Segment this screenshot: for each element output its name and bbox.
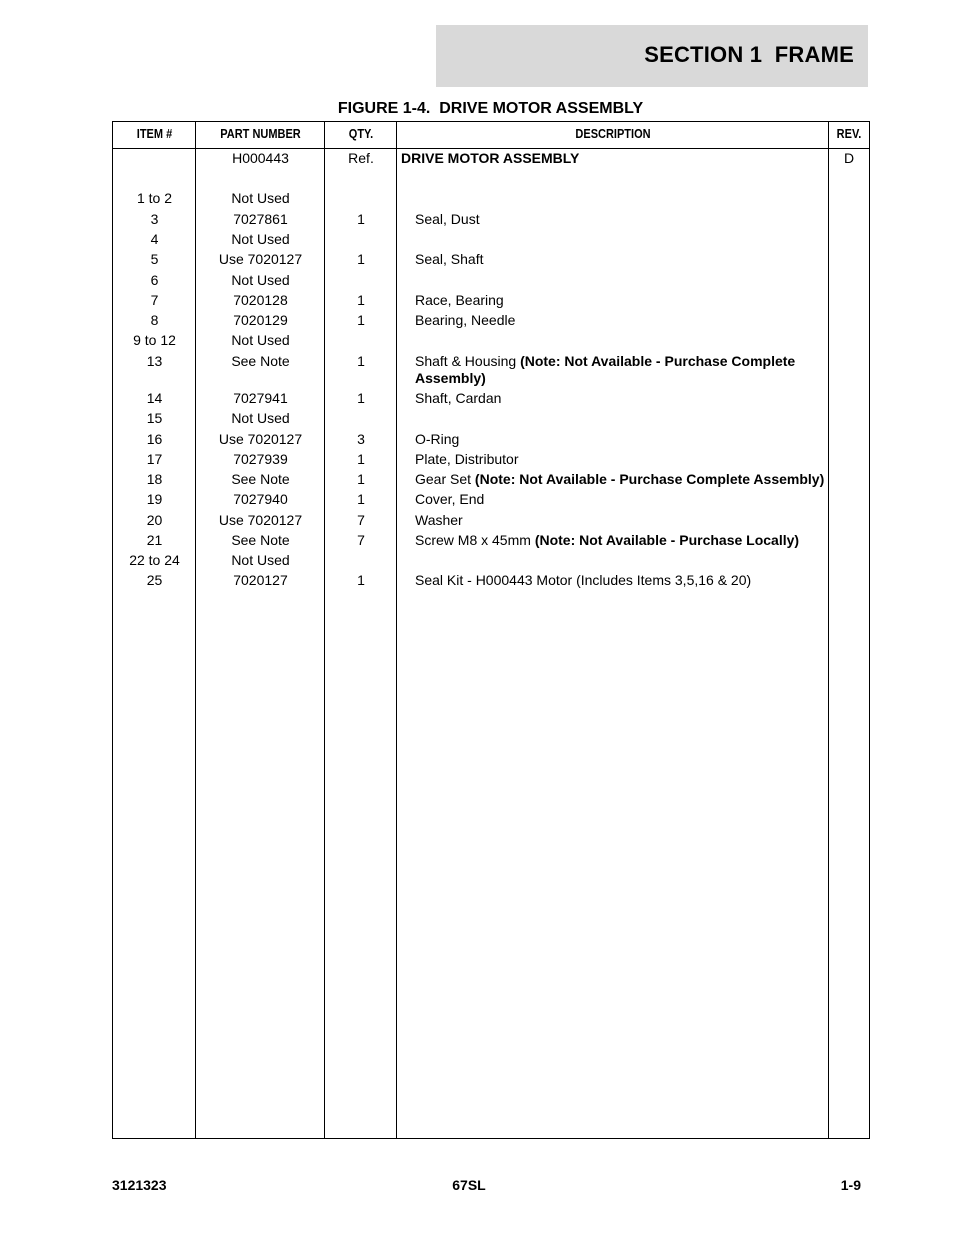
footer-model: 67SL bbox=[452, 1177, 486, 1193]
qty-cell: 1 bbox=[357, 251, 365, 267]
description-text: Cover, End bbox=[415, 491, 485, 507]
description-cell bbox=[415, 292, 825, 309]
header-item: ITEM # bbox=[136, 127, 173, 141]
section-banner bbox=[436, 25, 868, 87]
column-divider bbox=[396, 122, 397, 1138]
footer-page-number: 1-9 bbox=[840, 1177, 861, 1193]
item-number-cell: 3 bbox=[150, 211, 159, 227]
part-number-cell: See Note bbox=[231, 471, 290, 487]
item-number-cell: 5 bbox=[150, 251, 159, 267]
part-number-cell: Not Used bbox=[231, 190, 290, 206]
description-cell bbox=[415, 353, 825, 387]
description-text: Screw M8 x 45mm bbox=[415, 532, 535, 548]
qty-cell: Ref. bbox=[348, 150, 374, 166]
qty-cell: 7 bbox=[357, 512, 365, 528]
description-cell bbox=[415, 471, 825, 488]
description-cell bbox=[415, 491, 825, 508]
description-text: Shaft & Housing bbox=[415, 353, 521, 369]
description-text: Seal Kit - H000443 Motor (Includes Items 3,5,16 & 20) bbox=[415, 572, 752, 588]
description-cell bbox=[401, 150, 811, 167]
parts-table bbox=[112, 121, 870, 1139]
item-number-cell: 6 bbox=[150, 272, 159, 288]
qty-cell: 1 bbox=[357, 211, 365, 227]
qty-cell: 1 bbox=[357, 390, 365, 406]
section-title: SECTION 1 FRAME bbox=[644, 42, 854, 67]
description-text: Shaft, Cardan bbox=[415, 390, 502, 406]
description-text: Plate, Distributor bbox=[415, 451, 519, 467]
description-cell bbox=[415, 211, 825, 228]
qty-cell: 1 bbox=[357, 572, 365, 588]
part-number-cell: 7027861 bbox=[233, 211, 288, 227]
item-number-cell: 20 bbox=[146, 512, 163, 528]
description-cell bbox=[415, 512, 825, 529]
part-number-cell: Not Used bbox=[231, 552, 290, 568]
item-number-cell: 22 to 24 bbox=[129, 552, 180, 568]
qty-cell: 3 bbox=[357, 431, 365, 447]
part-number-cell: 7020127 bbox=[233, 572, 288, 588]
description-cell bbox=[415, 451, 825, 468]
part-number-cell: Not Used bbox=[231, 272, 290, 288]
header-divider bbox=[113, 148, 869, 149]
description-cell bbox=[415, 312, 825, 329]
header-rev: REV. bbox=[836, 127, 862, 141]
item-number-cell: 7 bbox=[150, 292, 159, 308]
description-text: Bearing, Needle bbox=[415, 312, 516, 328]
description-text: Seal, Dust bbox=[415, 211, 480, 227]
header-description: DESCRIPTION bbox=[575, 127, 651, 141]
item-number-cell: 8 bbox=[150, 312, 159, 328]
description-text: Race, Bearing bbox=[415, 292, 504, 308]
description-text: Seal, Shaft bbox=[415, 251, 484, 267]
item-number-cell: 9 to 12 bbox=[133, 332, 176, 348]
part-number-cell: Use 7020127 bbox=[218, 251, 303, 267]
part-number-cell: H000443 bbox=[232, 150, 289, 166]
description-note: (Note: Not Available - Purchase Complete Assembly) bbox=[474, 471, 825, 487]
header-qty: QTY. bbox=[348, 127, 374, 141]
description-cell bbox=[415, 390, 825, 407]
part-number-cell: Not Used bbox=[231, 231, 290, 247]
part-number-cell: Use 7020127 bbox=[218, 512, 303, 528]
description-note: (Note: Not Available - Purchase Complete Assembly) bbox=[415, 353, 796, 386]
qty-cell: 1 bbox=[357, 491, 365, 507]
description-cell bbox=[415, 572, 825, 589]
qty-cell: 1 bbox=[357, 451, 365, 467]
description-text: O-Ring bbox=[415, 431, 460, 447]
item-number-cell: 18 bbox=[146, 471, 163, 487]
qty-cell: 7 bbox=[357, 532, 365, 548]
part-number-cell: See Note bbox=[231, 532, 290, 548]
part-number-cell: 7027939 bbox=[233, 451, 288, 467]
item-number-cell: 19 bbox=[146, 491, 163, 507]
item-number-cell: 1 to 2 bbox=[136, 190, 173, 206]
rev-cell: D bbox=[843, 150, 855, 166]
part-number-cell: 7027941 bbox=[233, 390, 288, 406]
part-number-cell: 7027940 bbox=[233, 491, 288, 507]
header-part-number: PART NUMBER bbox=[220, 127, 301, 141]
item-number-cell: 14 bbox=[146, 390, 163, 406]
description-note: (Note: Not Available - Purchase Locally) bbox=[534, 532, 800, 548]
footer-doc-number: 3121323 bbox=[112, 1177, 167, 1193]
description-text: Washer bbox=[415, 512, 463, 528]
item-number-cell: 16 bbox=[146, 431, 163, 447]
description-cell bbox=[415, 251, 825, 268]
part-number-cell: Not Used bbox=[231, 410, 290, 426]
figure-title: FIGURE 1-4. DRIVE MOTOR ASSEMBLY bbox=[337, 100, 644, 117]
part-number-cell: Use 7020127 bbox=[218, 431, 303, 447]
part-number-cell: 7020129 bbox=[233, 312, 288, 328]
qty-cell: 1 bbox=[357, 353, 365, 369]
qty-cell: 1 bbox=[357, 292, 365, 308]
description-text: Gear Set bbox=[415, 471, 475, 487]
item-number-cell: 13 bbox=[146, 353, 163, 369]
description-cell bbox=[415, 532, 825, 549]
part-number-cell: 7020128 bbox=[233, 292, 288, 308]
column-divider bbox=[828, 122, 829, 1138]
description-text: DRIVE MOTOR ASSEMBLY bbox=[401, 150, 580, 166]
description-cell bbox=[415, 431, 825, 448]
qty-cell: 1 bbox=[357, 312, 365, 328]
qty-cell: 1 bbox=[357, 471, 365, 487]
part-number-cell: Not Used bbox=[231, 332, 290, 348]
item-number-cell: 17 bbox=[146, 451, 163, 467]
item-number-cell: 4 bbox=[150, 231, 159, 247]
item-number-cell: 15 bbox=[146, 410, 163, 426]
item-number-cell: 21 bbox=[146, 532, 163, 548]
part-number-cell: See Note bbox=[231, 353, 290, 369]
item-number-cell: 25 bbox=[146, 572, 163, 588]
